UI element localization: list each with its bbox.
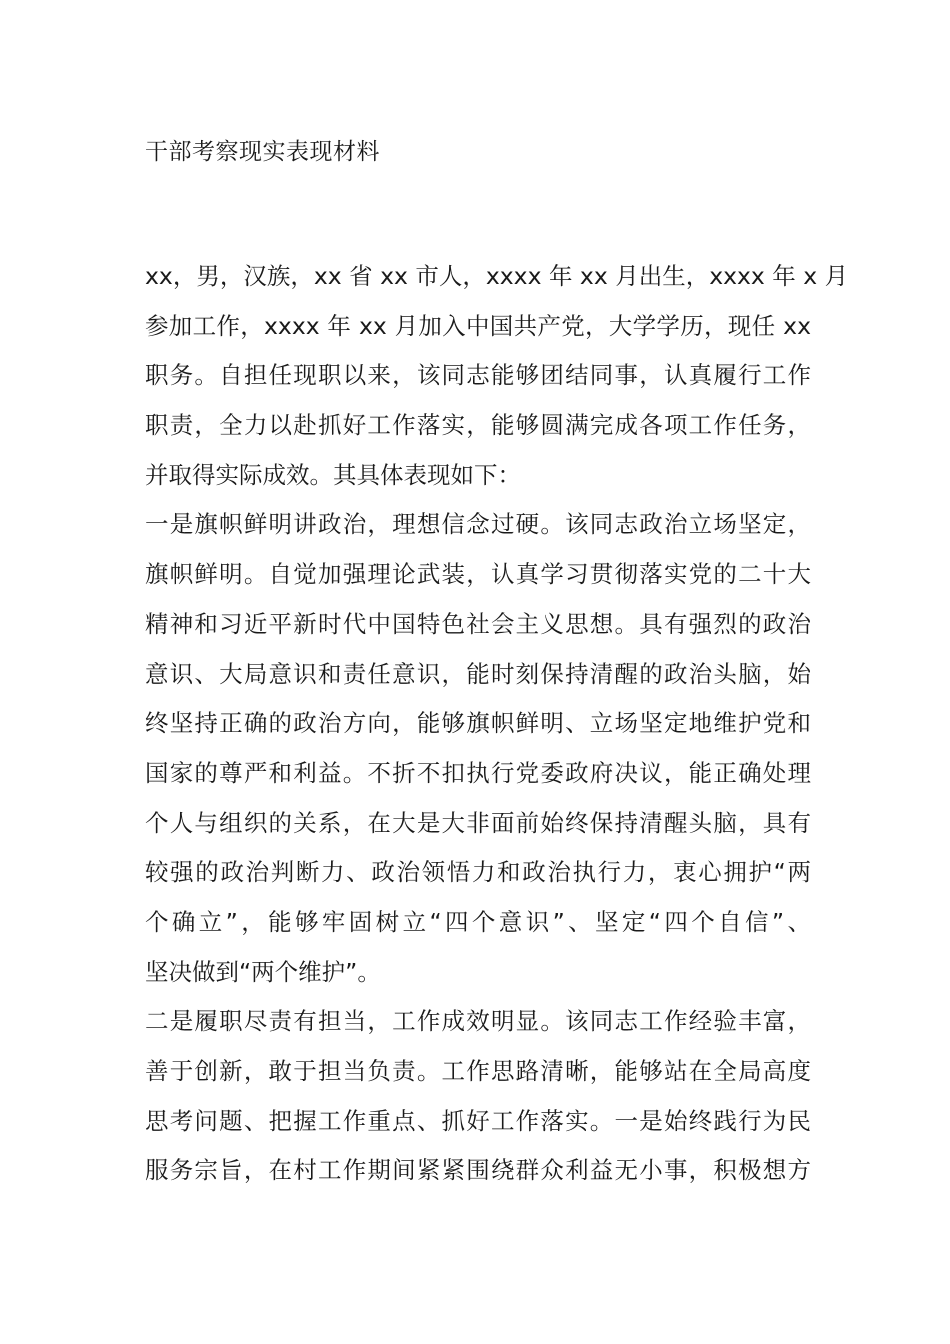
paragraph-line: 一是旗帜鲜明讲政治，理想信念过硬。该同志政治立场坚定，: [145, 510, 811, 539]
paragraph-line: 终坚持正确的政治方向，能够旗帜鲜明、立场坚定地维护党和: [145, 709, 811, 738]
paragraph-line: 职务。自担任现职以来，该同志能够团结同事，认真履行工作: [145, 361, 811, 390]
paragraph-line: 个人与组织的关系，在大是大非面前始终保持清醒头脑，具有: [145, 808, 811, 837]
paragraph-line: 坚决做到“两个维护”。: [145, 957, 381, 986]
paragraph-performance: [145, 997, 811, 1196]
paragraph-line: 意识、大局意识和责任意识，能时刻保持清醒的政治头脑，始: [145, 659, 811, 688]
paragraph-line: 较强的政治判断力、政治领悟力和政治执行力，衷心拥护“两: [145, 858, 811, 887]
document-body: [145, 252, 849, 1196]
document-title: 干部考察现实表现材料: [145, 139, 380, 165]
paragraph-line: 思考问题、把握工作重点、抓好工作落实。一是始终践行为民: [145, 1106, 811, 1135]
paragraph-profile: [145, 252, 849, 500]
paragraph-line: 个确立”，能够牢固树立“四个意识”、坚定“四个自信”、: [145, 907, 811, 936]
paragraph-line: 旗帜鲜明。自觉加强理论武装，认真学习贯彻落实党的二十大: [145, 560, 811, 589]
paragraph-line: 精神和习近平新时代中国特色社会主义思想。具有强烈的政治: [145, 609, 811, 638]
paragraph-line: 服务宗旨，在村工作期间紧紧围绕群众利益无小事，积极想方: [145, 1156, 811, 1185]
paragraph-line: 参加工作，xxxx 年 xx 月加入中国共产党，大学学历，现任 xx: [145, 311, 811, 340]
paragraph-line: 职责，全力以赴抓好工作落实，能够圆满完成各项工作任务，: [145, 411, 811, 440]
paragraph-line: 善于创新，敢于担当负责。工作思路清晰，能够站在全局高度: [145, 1057, 811, 1085]
paragraph-line: 国家的尊严和利益。不折不扣执行党委政府决议，能正确处理: [145, 758, 811, 787]
paragraph-line: 并取得实际成效。其具体表现如下：: [145, 460, 521, 489]
paragraph-political: [145, 500, 811, 997]
paragraph-line: 二是履职尽责有担当，工作成效明显。该同志工作经验丰富，: [145, 1007, 811, 1036]
paragraph-line: xx，男，汉族，xx 省 xx 市人，xxxx 年 xx 月出生，xxxx 年 x 月: [145, 262, 849, 290]
